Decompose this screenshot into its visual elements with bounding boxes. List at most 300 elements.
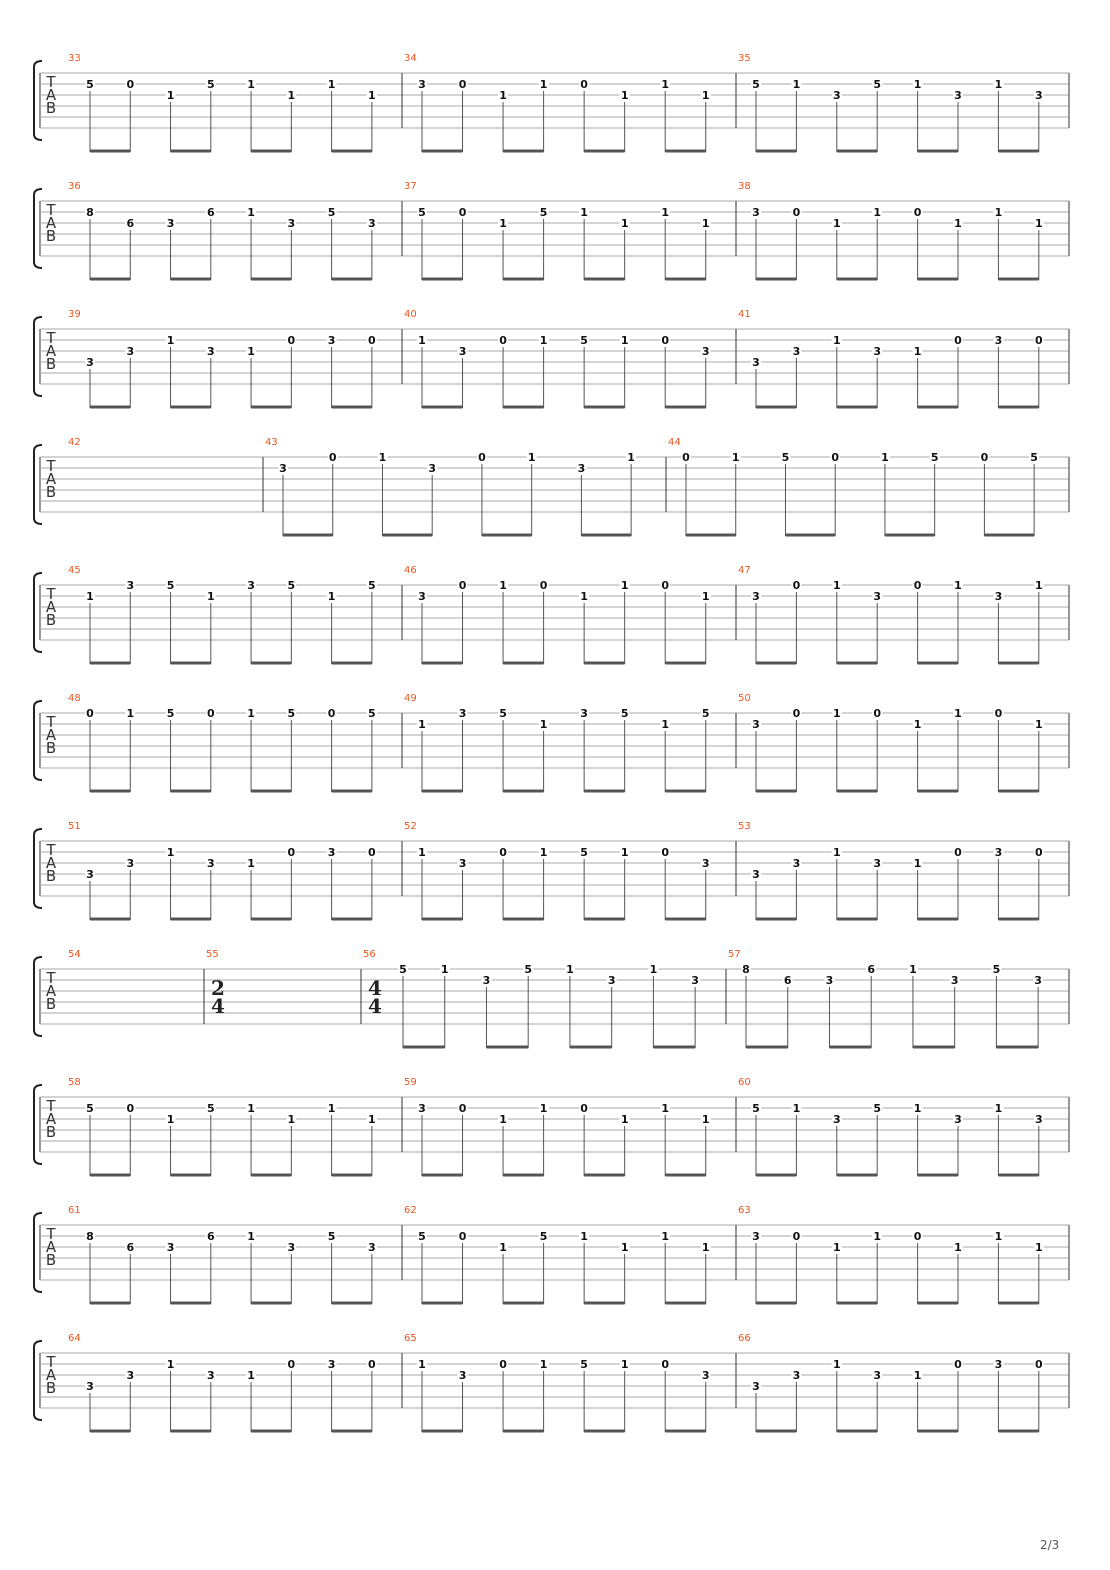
fret-number: 5 — [752, 78, 760, 91]
fret-number: 3 — [994, 334, 1003, 347]
fret-number: 3 — [418, 78, 426, 91]
fret-number: 1 — [1034, 1241, 1043, 1254]
fret-number: 1 — [499, 1241, 507, 1254]
fret-number: 3 — [86, 1380, 94, 1393]
fret-number: 5 — [287, 579, 296, 592]
fret-number: 3 — [206, 857, 215, 870]
tab-label-letter: A — [45, 854, 57, 872]
measure-number: 49 — [404, 693, 417, 704]
fret-number: 5 — [287, 707, 296, 720]
fret-number: 1 — [731, 451, 740, 464]
fret-number: 0 — [458, 1230, 467, 1243]
fret-number: 6 — [126, 1241, 135, 1254]
fret-number: 1 — [206, 590, 215, 603]
fret-number: 5 — [524, 963, 533, 976]
fret-number: 3 — [994, 590, 1003, 603]
tab-label-letter: B — [45, 483, 57, 501]
fret-number: 0 — [661, 846, 670, 859]
tab-label-letter: A — [45, 598, 57, 616]
measure-number: 61 — [68, 1205, 81, 1216]
fret-number: 3 — [327, 846, 336, 859]
fret-number: 0 — [206, 707, 215, 720]
fret-number: 1 — [327, 1102, 336, 1115]
fret-number: 1 — [580, 206, 588, 219]
fret-number: 1 — [792, 78, 801, 91]
fret-number: 3 — [86, 868, 94, 881]
fret-number: 1 — [368, 1113, 376, 1126]
fret-number: 1 — [1034, 579, 1043, 592]
fret-number: 0 — [478, 451, 486, 464]
fret-number: 5 — [873, 78, 882, 91]
fret-number: 3 — [1034, 89, 1043, 102]
fret-number: 1 — [832, 334, 841, 347]
fret-number: 5 — [1030, 451, 1038, 464]
fret-number: 1 — [661, 718, 670, 731]
fret-number: 1 — [661, 78, 670, 91]
fret-number: 0 — [661, 579, 670, 592]
fret-number: 5 — [368, 707, 376, 720]
fret-number: 3 — [1034, 1113, 1043, 1126]
fret-number: 8 — [742, 963, 750, 976]
fret-number: 3 — [368, 217, 376, 230]
fret-number: 3 — [327, 1358, 336, 1371]
fret-number: 1 — [701, 89, 710, 102]
measure-number: 59 — [404, 1077, 417, 1088]
fret-number: 1 — [499, 89, 507, 102]
fret-number: 1 — [627, 451, 635, 464]
fret-number: 3 — [580, 707, 588, 720]
tab-label-letter: B — [45, 227, 57, 245]
fret-number: 1 — [701, 590, 710, 603]
fret-number: 0 — [913, 206, 922, 219]
fret-number: 3 — [1034, 974, 1042, 987]
fret-number: 6 — [206, 1230, 215, 1243]
fret-number: 1 — [881, 451, 889, 464]
fret-number: 1 — [873, 1230, 882, 1243]
fret-number: 1 — [909, 963, 917, 976]
tab-label-letter: B — [45, 1123, 57, 1141]
fret-number: 0 — [499, 846, 507, 859]
fret-number: 3 — [792, 857, 801, 870]
fret-number: 5 — [86, 1102, 94, 1115]
fret-number: 0 — [287, 846, 296, 859]
fret-number: 1 — [539, 846, 548, 859]
fret-number: 1 — [580, 590, 588, 603]
fret-number: 1 — [499, 579, 507, 592]
fret-number: 3 — [873, 857, 882, 870]
measure-number: 35 — [738, 53, 751, 64]
fret-number: 5 — [166, 707, 175, 720]
fret-number: 3 — [166, 217, 175, 230]
fret-number: 1 — [247, 78, 255, 91]
measure-number: 48 — [68, 693, 81, 704]
fret-number: 0 — [954, 334, 962, 347]
tab-label-letter: B — [45, 1251, 57, 1269]
fret-number: 3 — [327, 334, 336, 347]
fret-number: 0 — [126, 1102, 135, 1115]
fret-number: 1 — [440, 963, 449, 976]
fret-number: 5 — [620, 707, 629, 720]
measure-number: 38 — [738, 181, 751, 192]
fret-number: 5 — [86, 78, 94, 91]
fret-number: 1 — [247, 345, 255, 358]
fret-number: 1 — [539, 78, 548, 91]
fret-number: 3 — [752, 590, 760, 603]
measure-number: 62 — [404, 1205, 417, 1216]
measure-number: 42 — [68, 437, 81, 448]
tab-label-letter: A — [45, 86, 57, 104]
fret-number: 3 — [126, 345, 135, 358]
fret-number: 3 — [458, 857, 467, 870]
fret-number: 1 — [247, 857, 255, 870]
measure-number: 36 — [68, 181, 81, 192]
fret-number: 3 — [954, 1113, 962, 1126]
fret-number: 0 — [539, 579, 548, 592]
fret-number: 5 — [166, 579, 175, 592]
tab-label-letter: A — [45, 1110, 57, 1128]
tab-label-letter: A — [45, 1366, 57, 1384]
fret-number: 1 — [913, 78, 922, 91]
tab-label-letter: A — [45, 342, 57, 360]
fret-number: 1 — [418, 846, 426, 859]
measure-number: 64 — [68, 1333, 81, 1344]
tab-label-letter: B — [45, 611, 57, 629]
tab-label-letter: B — [45, 1379, 57, 1397]
measure-number: 50 — [738, 693, 751, 704]
fret-number: 1 — [418, 334, 426, 347]
fret-number: 1 — [418, 718, 426, 731]
fret-number: 1 — [913, 1102, 922, 1115]
fret-number: 1 — [166, 89, 175, 102]
page-number: 2/3 — [1040, 1538, 1060, 1552]
fret-number: 1 — [1034, 718, 1043, 731]
fret-number: 3 — [206, 345, 215, 358]
fret-number: 3 — [701, 345, 710, 358]
fret-number: 0 — [873, 707, 882, 720]
measure-number: 65 — [404, 1333, 417, 1344]
fret-number: 0 — [954, 1358, 962, 1371]
fret-number: 3 — [206, 1369, 215, 1382]
fret-number: 5 — [580, 846, 588, 859]
fret-number: 0 — [368, 846, 376, 859]
fret-number: 1 — [620, 334, 629, 347]
fret-number: 1 — [166, 1113, 175, 1126]
fret-number: 3 — [950, 974, 959, 987]
fret-number: 1 — [661, 206, 670, 219]
fret-number: 5 — [206, 1102, 215, 1115]
fret-number: 1 — [954, 707, 962, 720]
tab-label-letter: T — [46, 1097, 56, 1115]
fret-number: 1 — [539, 718, 548, 731]
measure-number: 47 — [738, 565, 751, 576]
fret-number: 1 — [661, 1230, 670, 1243]
fret-number: 3 — [752, 356, 760, 369]
fret-number: 1 — [166, 334, 175, 347]
measure-number: 34 — [404, 53, 417, 64]
fret-number: 3 — [792, 345, 801, 358]
fret-number: 0 — [458, 1102, 467, 1115]
fret-number: 0 — [458, 78, 467, 91]
fret-number: 5 — [327, 1230, 336, 1243]
fret-number: 0 — [580, 1102, 588, 1115]
fret-number: 0 — [126, 78, 135, 91]
fret-number: 0 — [792, 579, 801, 592]
fret-number: 0 — [368, 1358, 376, 1371]
fret-number: 3 — [873, 590, 882, 603]
measure-number: 58 — [68, 1077, 81, 1088]
fret-number: 3 — [368, 1241, 376, 1254]
fret-number: 0 — [661, 1358, 670, 1371]
fret-number: 1 — [620, 217, 629, 230]
fret-number: 1 — [247, 707, 255, 720]
fret-number: 3 — [832, 89, 841, 102]
fret-number: 1 — [832, 217, 841, 230]
fret-number: 3 — [994, 846, 1003, 859]
fret-number: 3 — [458, 707, 467, 720]
fret-number: 0 — [792, 707, 801, 720]
fret-number: 3 — [701, 1369, 710, 1382]
measure-number: 53 — [738, 821, 751, 832]
fret-number: 3 — [752, 718, 760, 731]
fret-number: 3 — [691, 974, 699, 987]
fret-number: 1 — [166, 1358, 175, 1371]
tab-label-letter: A — [45, 214, 57, 232]
fret-number: 3 — [166, 1241, 175, 1254]
fret-number: 6 — [126, 217, 135, 230]
measure-number: 41 — [738, 309, 751, 320]
fret-number: 1 — [913, 345, 922, 358]
fret-number: 0 — [954, 846, 962, 859]
fret-number: 0 — [328, 451, 337, 464]
measure-number: 45 — [68, 565, 81, 576]
fret-number: 0 — [994, 707, 1003, 720]
measure-number: 33 — [68, 53, 81, 64]
fret-number: 1 — [994, 206, 1003, 219]
fret-number: 1 — [994, 1230, 1003, 1243]
tab-label-letter: T — [46, 585, 56, 603]
fret-number: 1 — [499, 217, 507, 230]
fret-number: 5 — [418, 206, 426, 219]
fret-number: 0 — [792, 206, 801, 219]
tab-label-letter: B — [45, 739, 57, 757]
fret-number: 1 — [832, 579, 841, 592]
measure-number: 46 — [404, 565, 417, 576]
fret-number: 3 — [752, 868, 760, 881]
fret-number: 0 — [1034, 1358, 1043, 1371]
measure-number: 56 — [363, 949, 376, 960]
fret-number: 5 — [873, 1102, 882, 1115]
fret-number: 1 — [327, 78, 336, 91]
fret-number: 0 — [458, 579, 467, 592]
fret-number: 3 — [482, 974, 491, 987]
measure-number: 66 — [738, 1333, 751, 1344]
fret-number: 1 — [620, 1113, 629, 1126]
measure-number: 43 — [265, 437, 278, 448]
tab-label-letter: B — [45, 867, 57, 885]
fret-number: 1 — [247, 1230, 255, 1243]
fret-number: 1 — [566, 963, 574, 976]
fret-number: 0 — [458, 206, 467, 219]
fret-number: 1 — [832, 707, 841, 720]
tab-label-letter: T — [46, 201, 56, 219]
fret-number: 1 — [701, 217, 710, 230]
fret-number: 0 — [499, 334, 507, 347]
fret-number: 0 — [580, 78, 588, 91]
fret-number: 5 — [992, 963, 1001, 976]
measure-number: 60 — [738, 1077, 751, 1088]
fret-number: 1 — [661, 1102, 670, 1115]
tab-label-letter: T — [46, 329, 56, 347]
fret-number: 5 — [368, 579, 376, 592]
fret-number: 1 — [954, 217, 962, 230]
fret-number: 0 — [792, 1230, 801, 1243]
fret-number: 1 — [832, 1358, 841, 1371]
tab-label-letter: T — [46, 457, 56, 475]
fret-number: 0 — [831, 451, 840, 464]
fret-number: 3 — [752, 1230, 760, 1243]
fret-number: 1 — [701, 1113, 710, 1126]
measure-number: 54 — [68, 949, 81, 960]
fret-number: 1 — [86, 590, 94, 603]
fret-number: 5 — [399, 963, 407, 976]
fret-number: 1 — [994, 1102, 1003, 1115]
fret-number: 3 — [287, 1241, 296, 1254]
measure-number: 51 — [68, 821, 81, 832]
fret-number: 8 — [86, 206, 94, 219]
fret-number: 3 — [825, 974, 834, 987]
tab-label-letter: A — [45, 470, 57, 488]
fret-number: 3 — [418, 1102, 426, 1115]
fret-number: 6 — [206, 206, 215, 219]
fret-number: 3 — [418, 590, 426, 603]
fret-number: 1 — [499, 1113, 507, 1126]
fret-number: 0 — [980, 451, 989, 464]
measure-number: 52 — [404, 821, 417, 832]
fret-number: 0 — [682, 451, 690, 464]
fret-number: 3 — [873, 345, 882, 358]
measure-number: 63 — [738, 1205, 751, 1216]
fret-number: 1 — [954, 1241, 962, 1254]
fret-number: 1 — [580, 1230, 588, 1243]
fret-number: 1 — [247, 206, 255, 219]
fret-number: 5 — [752, 1102, 760, 1115]
fret-number: 8 — [86, 1230, 94, 1243]
fret-number: 0 — [661, 334, 670, 347]
fret-number: 0 — [1034, 334, 1043, 347]
measure-number: 44 — [668, 437, 681, 448]
fret-number: 3 — [607, 974, 616, 987]
fret-number: 1 — [620, 89, 629, 102]
fret-number: 5 — [499, 707, 507, 720]
fret-number: 0 — [368, 334, 376, 347]
fret-number: 3 — [126, 1369, 135, 1382]
fret-number: 3 — [701, 857, 710, 870]
fret-number: 3 — [287, 217, 296, 230]
time-signature-top: 2 — [211, 976, 225, 1000]
fret-number: 3 — [994, 1358, 1003, 1371]
fret-number: 3 — [458, 345, 467, 358]
fret-number: 3 — [792, 1369, 801, 1382]
fret-number: 3 — [279, 462, 287, 475]
fret-number: 5 — [539, 1230, 548, 1243]
time-signature-bottom: 4 — [211, 994, 225, 1018]
fret-number: 1 — [527, 451, 536, 464]
fret-number: 1 — [539, 1102, 548, 1115]
fret-number: 1 — [832, 846, 841, 859]
fret-number: 1 — [620, 1241, 629, 1254]
fret-number: 1 — [620, 1358, 629, 1371]
fret-number: 1 — [126, 707, 135, 720]
fret-number: 1 — [1034, 217, 1043, 230]
fret-number: 0 — [287, 334, 296, 347]
fret-number: 5 — [206, 78, 215, 91]
fret-number: 3 — [247, 579, 255, 592]
measure-number: 37 — [404, 181, 417, 192]
fret-number: 5 — [781, 451, 790, 464]
fret-number: 0 — [86, 707, 94, 720]
fret-number: 1 — [873, 206, 882, 219]
tab-label-letter: B — [45, 99, 57, 117]
fret-number: 1 — [913, 857, 922, 870]
fret-number: 5 — [930, 451, 939, 464]
fret-number: 0 — [1034, 846, 1043, 859]
tab-label-letter: T — [46, 841, 56, 859]
fret-number: 0 — [287, 1358, 296, 1371]
fret-number: 1 — [418, 1358, 426, 1371]
fret-number: 1 — [792, 1102, 801, 1115]
tab-label-letter: A — [45, 1238, 57, 1256]
fret-number: 6 — [783, 974, 792, 987]
fret-number: 1 — [994, 78, 1003, 91]
fret-number: 1 — [701, 1241, 710, 1254]
fret-number: 3 — [873, 1369, 882, 1382]
fret-number: 0 — [499, 1358, 507, 1371]
fret-number: 5 — [327, 206, 336, 219]
fret-number: 6 — [867, 963, 876, 976]
fret-number: 1 — [247, 1369, 255, 1382]
fret-number: 3 — [126, 857, 135, 870]
fret-number: 1 — [913, 1369, 922, 1382]
fret-number: 1 — [378, 451, 387, 464]
fret-number: 5 — [539, 206, 548, 219]
fret-number: 1 — [287, 89, 296, 102]
fret-number: 3 — [126, 579, 135, 592]
fret-number: 1 — [287, 1113, 296, 1126]
fret-number: 1 — [368, 89, 376, 102]
measure-number: 39 — [68, 309, 81, 320]
fret-number: 5 — [701, 707, 710, 720]
fret-number: 0 — [913, 579, 922, 592]
fret-number: 1 — [913, 718, 922, 731]
fret-number: 1 — [166, 846, 175, 859]
tab-label-letter: T — [46, 1353, 56, 1371]
fret-number: 1 — [539, 334, 548, 347]
fret-number: 0 — [327, 707, 336, 720]
tab-label-letter: T — [46, 713, 56, 731]
fret-number: 3 — [954, 89, 962, 102]
tab-label-letter: A — [45, 726, 57, 744]
fret-number: 1 — [832, 1241, 841, 1254]
tab-label-letter: B — [45, 995, 57, 1013]
fret-number: 1 — [649, 963, 658, 976]
fret-number: 1 — [539, 1358, 548, 1371]
fret-number: 3 — [752, 206, 760, 219]
fret-number: 3 — [832, 1113, 841, 1126]
fret-number: 1 — [620, 579, 629, 592]
measure-number: 57 — [728, 949, 741, 960]
tab-label-letter: T — [46, 73, 56, 91]
fret-number: 1 — [247, 1102, 255, 1115]
